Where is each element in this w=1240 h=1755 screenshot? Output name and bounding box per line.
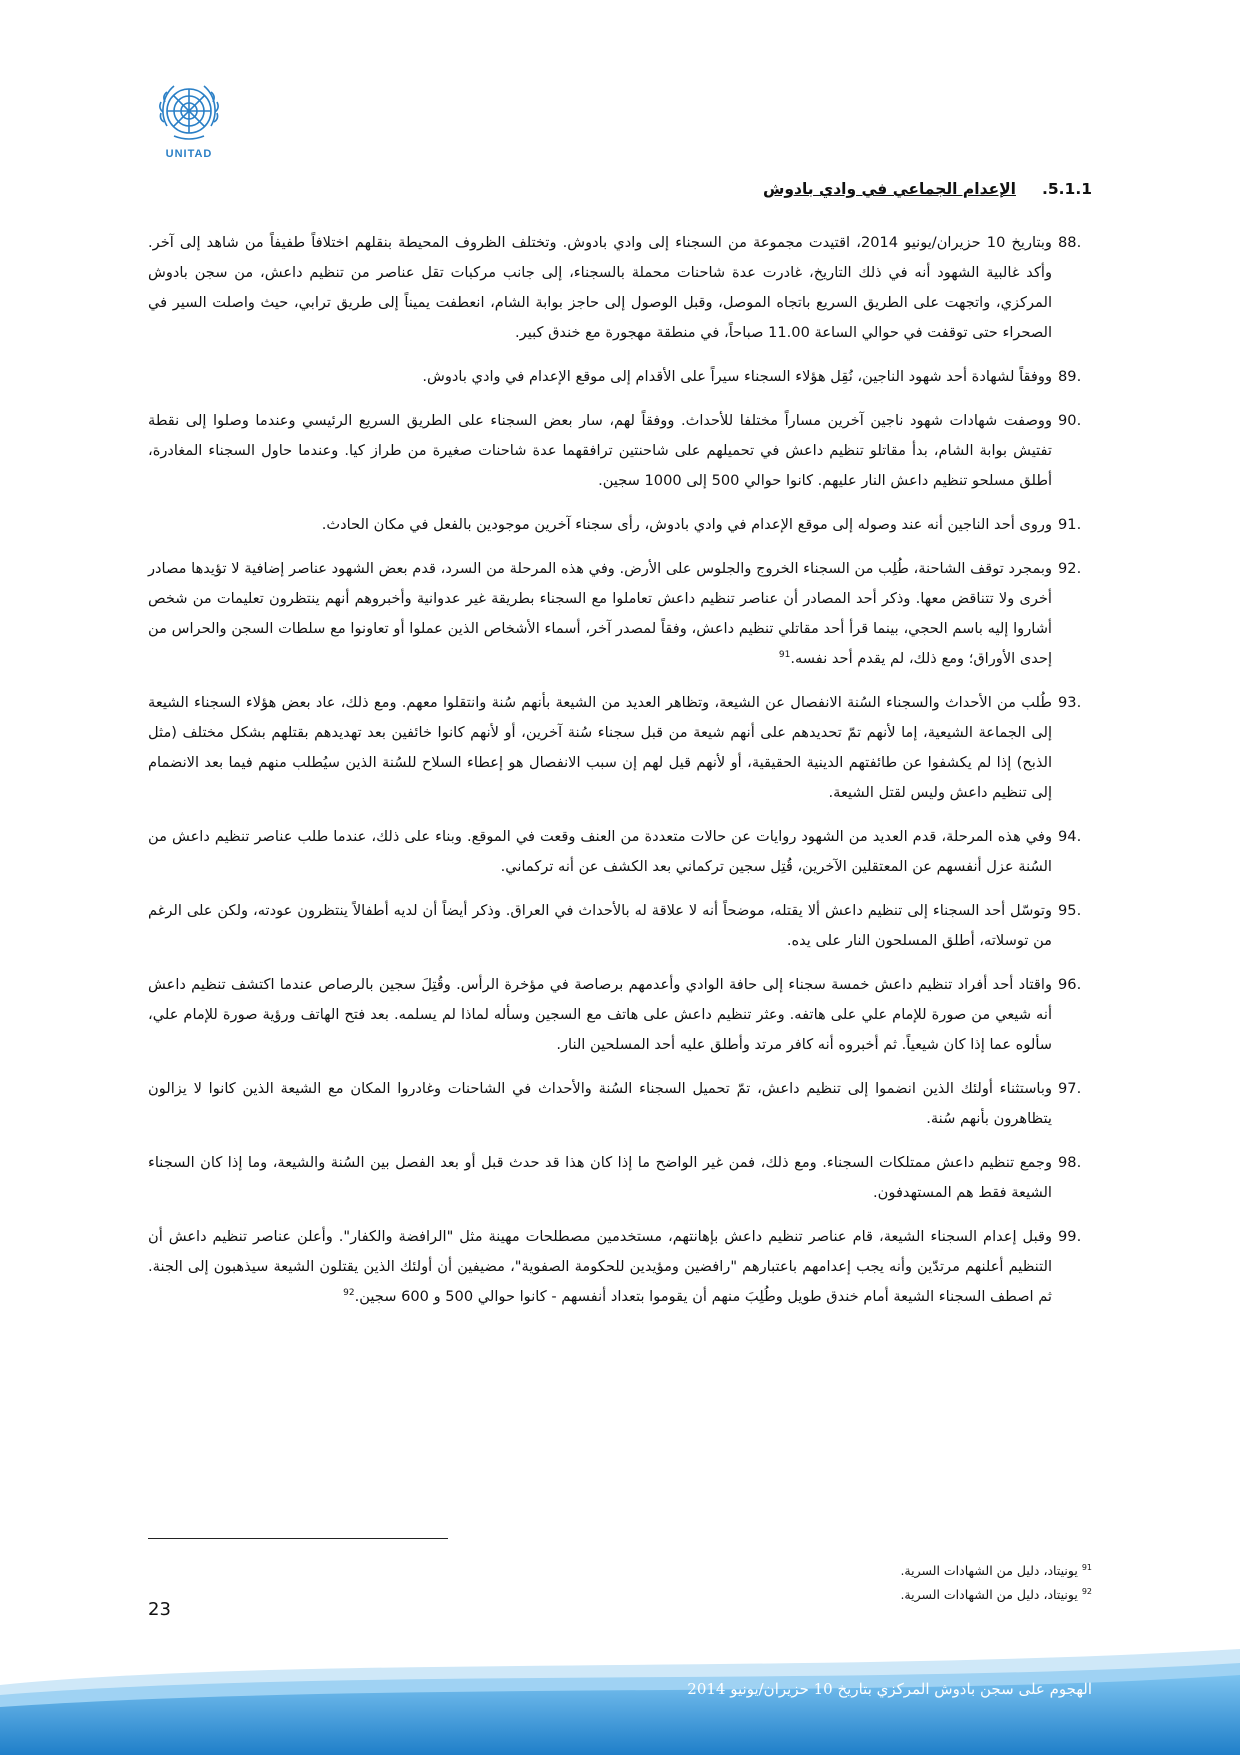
- footnote-ref-92[interactable]: 92: [343, 1288, 355, 1299]
- paragraph-91: [148, 510, 1092, 540]
- paragraph-98: [148, 1148, 1092, 1208]
- paragraph-text: وجمع تنظيم داعش ممتلكات السجناء. ومع ذلك، فمن غير الواضح ما إذا كان هذا قد حدث قبل أو بعد الفصل بين السُنة والشيعة، وما إذا كان السجناء الشيعة فقط هم المستهدفون.: [148, 1154, 1052, 1201]
- paragraph-90: [148, 406, 1092, 496]
- footer-wave-band: [0, 1645, 1240, 1755]
- paragraph-97: [148, 1074, 1092, 1134]
- paragraph-text: وتوسّل أحد السجناء إلى تنظيم داعش ألا يقتله، موضحاً أنه لا علاقة له بالأحداث في العراق. وذكر أيضاً أن لديه أطفالاً ينتظرون عودته، ولكن على الرغم من توسلاته، أطلق المسلحون النار على يده.: [148, 902, 1052, 949]
- paragraph-number: 92.: [1058, 560, 1082, 577]
- footer-title: الهجوم على سجن بادوش المركزي بتاريخ 10 حزيران/يونيو 2014: [687, 1680, 1092, 1698]
- paragraph-text: واقتاد أحد أفراد تنظيم داعش خمسة سجناء إلى حافة الوادي وأعدمهم برصاصة في مؤخرة الرأس. وقُتِلَ سجين بالرصاص عندما اكتشف تنظيم داعش أنه شيعي من صورة للإمام علي على هاتفه. وعثر تنظيم داعش على هاتف مع السجين وسأله لماذا لم يسلمه. بعد فتح الهاتف ورؤية صورة للإمام علي، سألوه عما إذا كان شيعياً. ثم أخبروه أنه كافر مرتد وأطلق عليه أحد المسلحين النار.: [148, 976, 1052, 1053]
- paragraph-number: 99.: [1058, 1228, 1082, 1245]
- paragraph-number: 88.: [1058, 234, 1082, 251]
- paragraph-number: 95.: [1058, 902, 1082, 919]
- paragraph-text: وقبل إعدام السجناء الشيعة، قام عناصر تنظيم داعش بإهانتهم، مستخدمين مصطلحات مهينة مثل "الرافضة والكفار". وأعلن عناصر تنظيم داعش أن التنظيم أعلنهم مرتدّين وأنه يجب إعدامهم باعتبارهم "رافضين ومؤيدين للحكومة الصفوية"، مضيفين أن أولئك الذين يقتلون الشيعة سيذهبون إلى الجنة. ثم اصطف السجناء الشيعة أمام خندق طويل وطُلِبَ منهم أن يقوموا بتعداد أنفسهم - كانوا حوالي 500 و 600 سجين.: [148, 1228, 1052, 1305]
- footnote-text: يونيتاد، دليل من الشهادات السرية.: [900, 1563, 1078, 1579]
- footnote-number: 91: [1081, 1563, 1092, 1572]
- paragraph-text: وباستثناء أولئك الذين انضموا إلى تنظيم داعش، تمّ تحميل السجناء السُنة والأحداث في الشاحنات وغادروا المكان مع الشيعة الذين كانوا لا يزالون يتظاهرون بأنهم سُنة.: [148, 1080, 1052, 1127]
- paragraph-text: وبتاريخ 10 حزيران/يونيو 2014، اقتيدت مجموعة من السجناء إلى وادي بادوش. وتختلف الظروف المحيطة بنقلهم اختلافاً طفيفاً من شاهد إلى آخر. وأكد غالبية الشهود أنه في ذلك التاريخ، غادرت عدة شاحنات محملة بالسجناء، إلى جانب مركبات تقل عناصر من تنظيم داعش، من سجن بادوش المركزي، واتجهت على الطريق السريع باتجاه الموصل، وقبل الوصول إلى حاجز بوابة الشام، انعطفت يميناً إلى طريق ترابي، حيث واصلت السير في الصحراء حتى توقفت في حوالي الساعة 11.00 صباحاً، في منطقة مهجورة مع خندق كبير.: [148, 234, 1052, 341]
- paragraph-number: 91.: [1058, 516, 1082, 533]
- paragraph-94: [148, 822, 1092, 882]
- logo-text: UNITAD: [165, 148, 213, 160]
- paragraph-text: ووصفت شهادات شهود ناجين آخرين مساراً مختلفا للأحداث. ووفقاً لهم، سار بعض السجناء على الطريق السريع الرئيسي وعندما وصلوا إلى نقطة تفتيش بوابة الشام، بدأ مقاتلو تنظيم داعش في تحميلهم على شاحنتين ترافقهما عدة شاحنات صغيرة من طراز كيا. وعندما حاول السجناء المغادرة، أطلق مسلحو تنظيم داعش النار عليهم. كانوا حوالي 500 إلى 1000 سجين.: [148, 412, 1052, 489]
- paragraph-text: وبمجرد توقف الشاحنة، طُلِب من السجناء الخروج والجلوس على الأرض. وفي هذه المرحلة من السرد، قدم بعض الشهود عناصر إضافية لا تؤيدها مصادر أخرى ولا تتناقض معها. وذكر أحد المصادر أن عناصر تنظيم داعش تعاملوا مع السجناء بطريقة غير عدوانية وأخبروهم أنهم ينتظرون تعليمات من شخص أشاروا إليه باسم الحجي، بينما قرأ أحد مقاتلي تنظيم داعش، وفقاً لمصدر آخر، أسماء الأشخاص الذين عملوا أو تعاونوا مع سلطات السجن والحراس من إحدى الأوراق؛ ومع ذلك، لم يقدم أحد نفسه.: [148, 560, 1052, 667]
- body-text: [148, 228, 1092, 1326]
- paragraph-number: 90.: [1058, 412, 1082, 429]
- paragraph-number: 96.: [1058, 976, 1082, 993]
- footnotes: [900, 1557, 1092, 1605]
- footnote-number: 92: [1081, 1587, 1092, 1597]
- paragraph-text: ووفقاً لشهادة أحد شهود الناجين، نُقِل هؤلاء السجناء سيراً على الأقدام إلى موقع الإعدام في وادي بادوش.: [422, 368, 1052, 385]
- footnote-text: يونيتاد، دليل من الشهادات السرية.: [900, 1587, 1078, 1603]
- paragraph-95: [148, 896, 1092, 956]
- paragraph-96: [148, 970, 1092, 1060]
- paragraph-number: 97.: [1058, 1080, 1082, 1097]
- paragraph-number: 98.: [1058, 1154, 1082, 1171]
- page-number: 23: [148, 1599, 171, 1620]
- paragraph-92: [148, 554, 1092, 674]
- footnote-92: [900, 1581, 1092, 1605]
- paragraph-99: [148, 1222, 1092, 1312]
- footnote-91: [900, 1557, 1092, 1581]
- paragraph-93: [148, 688, 1092, 808]
- section-number: 5.1.1.: [1041, 180, 1092, 198]
- paragraph-number: 93.: [1058, 694, 1082, 711]
- paragraph-number: 89.: [1058, 368, 1082, 385]
- section-heading: [763, 180, 1092, 198]
- paragraph-89: [148, 362, 1092, 392]
- paragraph-text: وفي هذه المرحلة، قدم العديد من الشهود روايات عن حالات متعددة من العنف وقعت في الموقع. وبناء على ذلك، عندما طلب عناصر تنظيم داعش من السُنة عزل أنفسهم عن المعتقلين الآخرين، قُتِل سجين تركماني بعد الكشف عن أنه تركماني.: [148, 828, 1052, 875]
- paragraph-text: وروى أحد الناجين أنه عند وصوله إلى موقع الإعدام في وادي بادوش، رأى سجناء آخرين موجودين بالفعل في مكان الحادث.: [321, 516, 1052, 533]
- un-emblem-icon: [154, 76, 224, 146]
- paragraph-88: [148, 228, 1092, 348]
- unitad-logo: [150, 76, 228, 160]
- paragraph-text: طُلب من الأحداث والسجناء السُنة الانفصال عن الشيعة، وتظاهر العديد من الشيعة بأنهم سُنة وانتقلوا معهم. ومع ذلك، عاد بعض هؤلاء السجناء الشيعة إلى الجماعة الشيعية، إما لأنهم تمّ تحديدهم على أنهم شيعة من قبل سجناء سُنة آخرين، أو لأنهم كانوا خائفين بعد تهديدهم بقتلهم بشكل مختلف (مثل الذبح) إذا لم يكشفوا عن طائفتهم الدينية الحقيقية، أو لأنهم قيل لهم إن سبب الانفصال هو إعطاء السلاح للسُنة الذين سيُطلب منهم فيما بعد الانضمام إلى تنظيم داعش وليس لقتل الشيعة.: [148, 694, 1052, 801]
- section-title: الإعدام الجماعي في وادي بادوش: [762, 180, 1016, 198]
- footnote-ref-91[interactable]: 91: [778, 650, 791, 661]
- footnote-divider: [148, 1538, 448, 1539]
- paragraph-number: 94.: [1058, 828, 1082, 845]
